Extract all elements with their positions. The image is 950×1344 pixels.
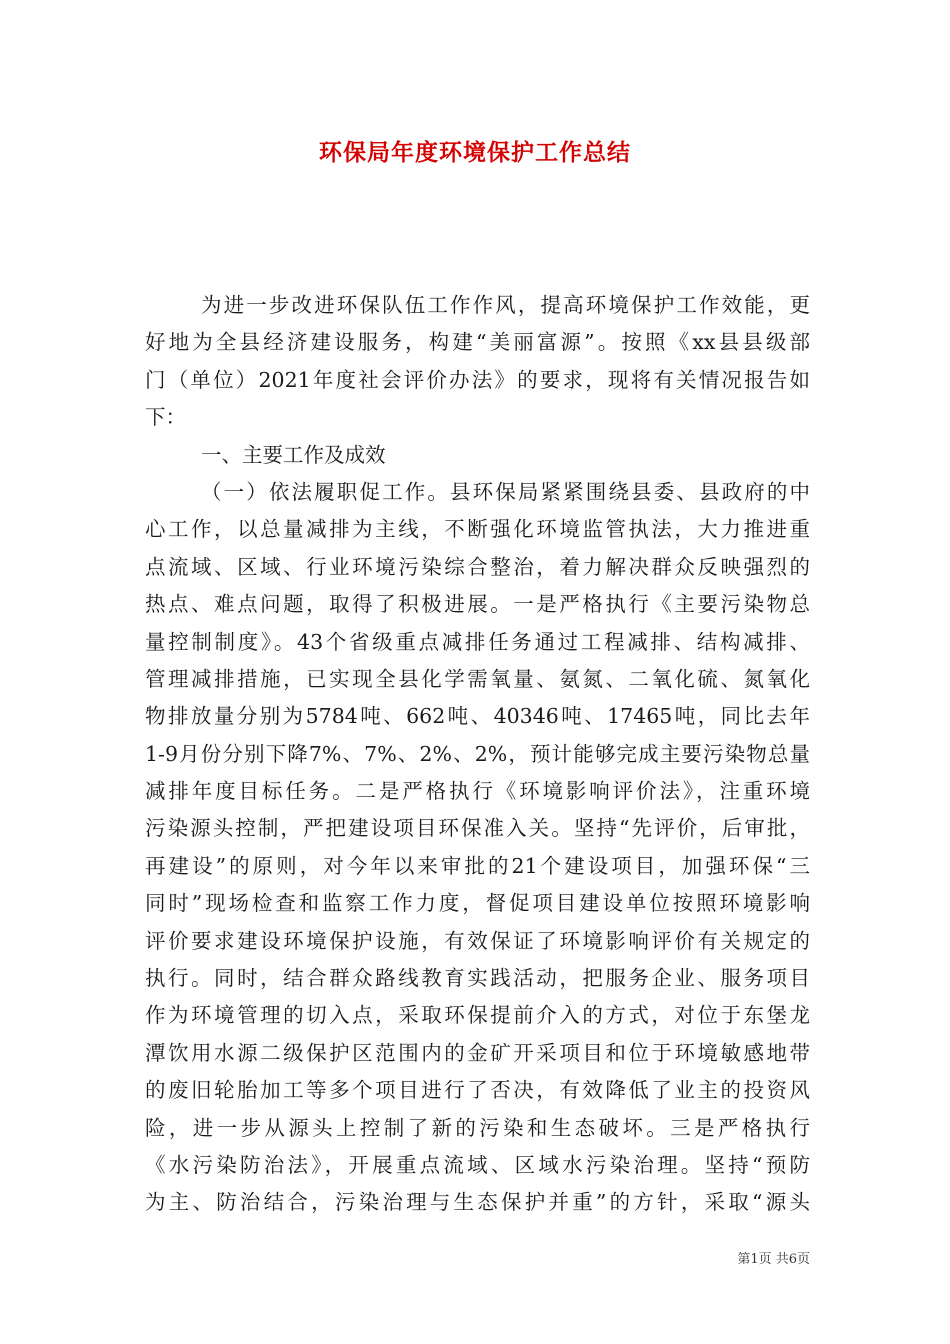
text-line: 险，进一步从源头上控制了新的污染和生态破坏。三是严格执行 bbox=[145, 1115, 810, 1140]
text-line: 物排放量分别为5784吨、662吨、40346吨、17465吨，同比去年 bbox=[145, 704, 810, 729]
document-body bbox=[145, 287, 810, 1222]
page-number: 第1页 共6页 bbox=[737, 1252, 810, 1267]
text-line: 为主、防治结合，污染治理与生态保护并重”的方针，采取“源头 bbox=[145, 1190, 810, 1215]
text-line: 量控制制度》。43个省级重点减排任务通过工程减排、结构减排、 bbox=[145, 629, 810, 654]
text-line: 心工作，以总量减排为主线，不断强化环境监管执法，大力推进重 bbox=[145, 517, 810, 542]
text-line: 潭饮用水源二级保护区范围内的金矿开采项目和位于环境敏感地带 bbox=[145, 1040, 810, 1065]
text-line: 热点、难点问题，取得了积极进展。一是严格执行《主要污染物总 bbox=[145, 592, 810, 617]
text-line: 减排年度目标任务。二是严格执行《环境影响评价法》，注重环境 bbox=[145, 779, 810, 804]
text-line: 污染源头控制，严把建设项目环保准入关。坚持“先评价，后审批， bbox=[145, 816, 810, 841]
document-title: 环保局年度环境保护工作总结 bbox=[319, 140, 631, 166]
text-line: 《水污染防治法》，开展重点流域、区域水污染治理。坚持“预防 bbox=[145, 1152, 810, 1177]
text-line: 的废旧轮胎加工等多个项目进行了否决，有效降低了业主的投资风 bbox=[145, 1078, 810, 1103]
text-line: 门（单位）2021年度社会评价办法》的要求，现将有关情况报告如 bbox=[145, 367, 810, 392]
section-heading: 一、主要工作及成效 bbox=[201, 442, 386, 467]
text-line: 作为环境管理的切入点，采取环保提前介入的方式，对位于东堡龙 bbox=[145, 1003, 810, 1028]
text-line: 点流域、区域、行业环境污染综合整治，着力解决群众反映强烈的 bbox=[145, 554, 810, 579]
text-line: 管理减排措施，已实现全县化学需氧量、氨氮、二氧化硫、氮氧化 bbox=[145, 666, 810, 691]
text-line: 同时”现场检查和监察工作力度，督促项目建设单位按照环境影响 bbox=[145, 891, 810, 916]
text-line: 再建设”的原则，对今年以来审批的21个建设项目，加强环保“三 bbox=[145, 853, 810, 878]
text-line: 1-9月份分别下降7%、7%、2%、2%，预计能够完成主要污染物总量 bbox=[145, 741, 810, 766]
text-line: 下： bbox=[145, 405, 186, 430]
text-line: （一）依法履职促工作。县环保局紧紧围绕县委、县政府的中 bbox=[201, 479, 810, 504]
text-line: 执行。同时，结合群众路线教育实践活动，把服务企业、服务项目 bbox=[145, 966, 810, 991]
text-line: 评价要求建设环境保护设施，有效保证了环境影响评价有关规定的 bbox=[145, 928, 810, 953]
text-line: 为进一步改进环保队伍工作作风，提高环境保护工作效能，更 bbox=[201, 293, 810, 317]
text-line: 好地为全县经济建设服务，构建“美丽富源”。按照《xx县县级部 bbox=[145, 330, 810, 355]
